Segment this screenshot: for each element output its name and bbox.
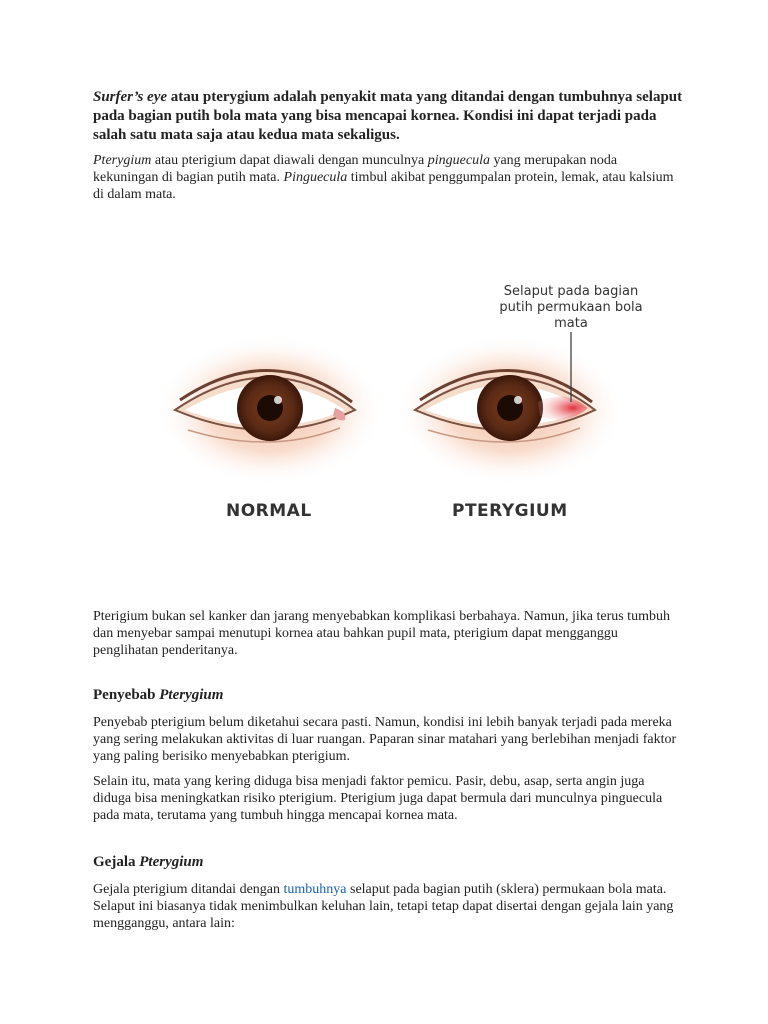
symptoms-heading (93, 853, 683, 872)
intro-term-pinguecula: pinguecula (427, 153, 490, 168)
intro-section (93, 88, 683, 210)
intro-text-2: yang merupakan noda kekuningan di bagian putih mata. (93, 153, 618, 185)
symptoms-heading-em: Pterygium (139, 854, 204, 870)
label-pterygium: PTERYGIUM (452, 501, 568, 521)
label-normal: NORMAL (226, 501, 312, 521)
lead-emphasis: Surfer’s eye (93, 89, 168, 105)
pterygium-eye (395, 332, 625, 485)
lead-paragraph (93, 88, 683, 145)
causes-heading-em: Pterygium (159, 687, 224, 703)
symptoms-heading-text: Gejala (93, 854, 140, 870)
causes-paragraph-1: Penyebab pterigium belum diketahui secara pasti. Namun, kondisi ini lebih banyak terjadi pada mereka yang sering melakukan aktivitas di luar ruangan. Paparan sinar matahari yang berlebihan menjadi faktor yang paling berisiko menyebabkan pterigium. (93, 715, 677, 764)
causes-heading-text: Penyebab (93, 687, 160, 703)
eye-comparison-figure (140, 270, 660, 530)
symptoms-section (93, 853, 683, 939)
causes-paragraph-2: Selain itu, mata yang kering diduga bisa menjadi faktor pemicu. Pasir, debu, asap, serta angin juga diduga bisa meningkatkan risiko pterigium. Pterigium juga dapat bermula dari munculnya pinguecula pada mata, terutama yang tumbuh hingga mencapai kornea mata. (93, 774, 663, 823)
intro-text-1: atau pterigium dapat diawali dengan munculnya (151, 153, 428, 168)
callout-text: Selaput pada bagian putih permukaan bola mata (499, 284, 643, 331)
symptoms-paragraph (93, 881, 683, 932)
lead-text: atau pterygium adalah penyakit mata yang ditandai dengan tumbuhnya selaput pada bagian putih bola mata yang bisa mencapai kornea. Kondisi ini dapat terjadi pada salah satu mata saja atau kedua mata sekaligus. (93, 89, 683, 143)
after-figure-paragraph: Pterigium bukan sel kanker dan jarang menyebabkan komplikasi berbahaya. Namun, jika terus tumbuh dan menyebar sampai menutupi kornea atau bahkan pupil mata, pterigium dapat mengganggu penglihatan penderitanya. (93, 609, 670, 658)
symptoms-text-1: Gejala pterigium ditandai dengan (93, 882, 284, 897)
normal-eye (155, 335, 385, 485)
intro-paragraph (93, 152, 683, 203)
tumbuhnya-link[interactable]: tumbuhnya (283, 882, 347, 897)
causes-heading (93, 686, 683, 705)
intro-text-3: timbul akibat penggumpalan protein, lemak, atau kalsium di dalam mata. (93, 170, 674, 202)
causes-section (93, 686, 683, 831)
intro-term-pinguecula-2: Pinguecula (283, 170, 348, 185)
symptoms-text-2: selaput pada bagian putih (sklera) permukaan bola mata. Selaput ini biasanya tidak menimbulkan keluhan lain, tetapi tetap dapat disertai dengan gejala lain yang mengganggu, antara lain: (93, 882, 674, 931)
intro-term-pterygium: Pterygium (93, 153, 152, 168)
